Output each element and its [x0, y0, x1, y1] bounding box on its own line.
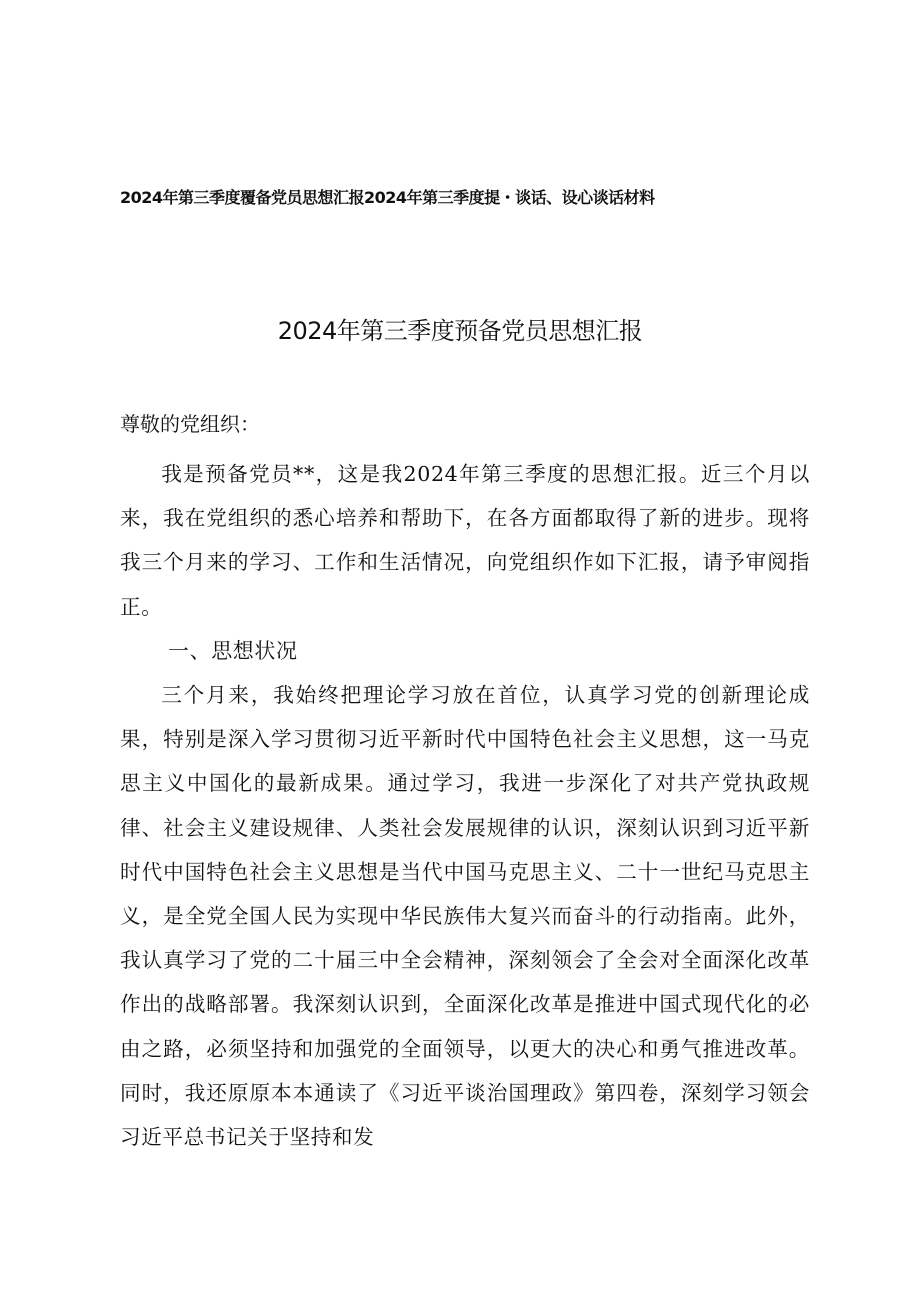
intro-paragraph: 我是预备党员**，这是我2024年第三季度的思想汇报。近三个月以来，我在党组织的悉心培养和帮助下，在各方面都取得了新的进步。现将我三个月来的学习、工作和生活情况，向党组织作如下汇报，请予审阅指正。: [120, 462, 810, 619]
document-header-line: 2024年第三季度覆备党员思想汇报2024年第三季度提・谈话、设心谈话材料: [120, 188, 655, 207]
section-1-paragraph: 三个月来，我始终把理论学习放在首位，认真学习党的创新理论成果，特别是深入学习贯彻习近平新时代中国特色社会主义思想，这一马克思主义中国化的最新成果。通过学习，我进一步深化了对共产党执政规律、社会主义建设规律、人类社会发展规律的认识，深刻认识到习近平新时代中国特色社会主义思想是当代中国马克思主义、二十一世纪马克思主义，是全党全国人民为实现中华民族伟大复兴而奋斗的行动指南。此外，我认真学习了党的二十届三中全会精神，深刻领会了全会对全面深化改革作出的战略部署。我深刻认识到，全面深化改革是推进中国式现代化的必由之路，必须坚持和加强党的全面领导，以更大的决心和勇气推进改革。同时，我还原原本本通读了《习近平谈治国理政》第四卷，深刻学习领会习近平总书记关于坚持和发: [120, 683, 810, 1150]
salutation: 尊敬的党组织：: [120, 412, 260, 436]
document-body: [120, 452, 810, 1159]
section-1-heading: 一、思想状况: [168, 638, 298, 663]
document-title: 2024年第三季度预备党员思想汇报: [277, 317, 643, 345]
